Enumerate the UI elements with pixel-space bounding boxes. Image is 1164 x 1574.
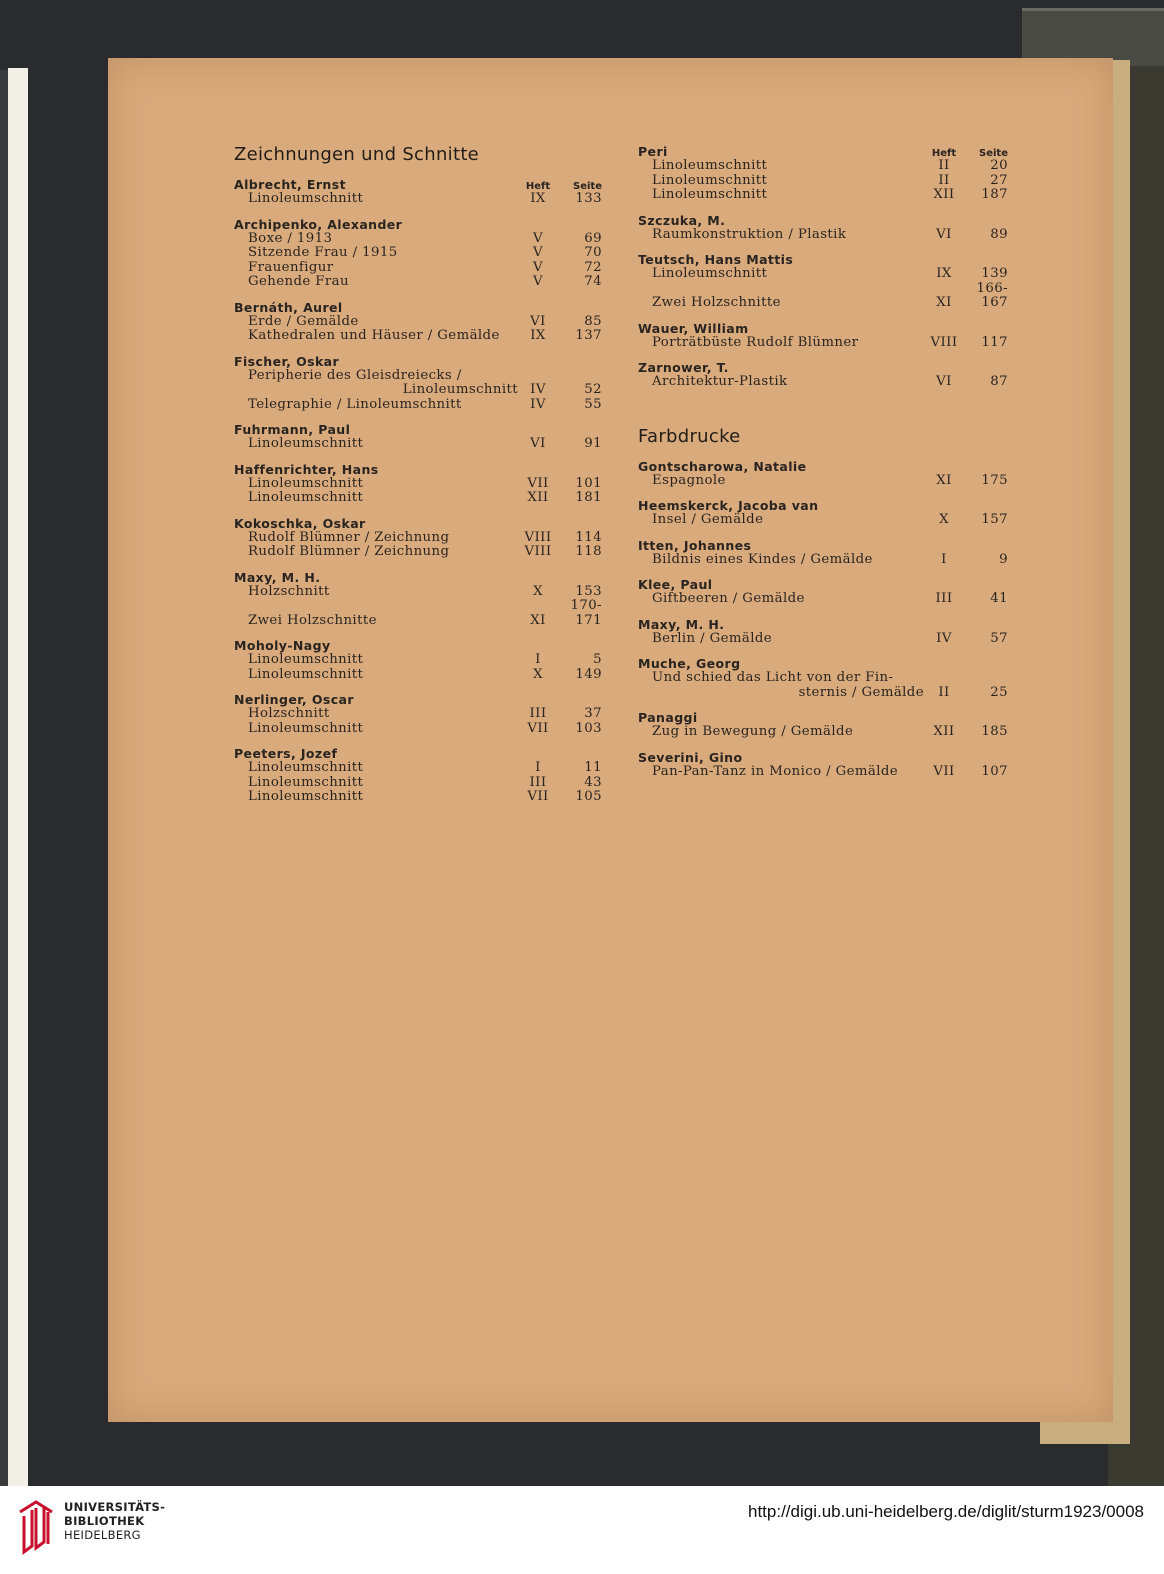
work-title bbox=[234, 761, 518, 776]
page-number: 139 bbox=[981, 266, 1008, 281]
page-number: 103 bbox=[575, 720, 602, 736]
page-number: 166-167 bbox=[976, 280, 1008, 310]
index-entry bbox=[638, 656, 1010, 700]
work-title-line: Linoleumschnitt bbox=[652, 266, 768, 281]
page-number: 114 bbox=[575, 529, 602, 545]
work-title bbox=[638, 474, 924, 489]
work-title-line: Holzschnitt bbox=[248, 583, 330, 599]
work-title bbox=[234, 668, 518, 683]
work-row bbox=[234, 275, 604, 290]
artist-name: Nerlinger, Oscar bbox=[234, 692, 354, 707]
work-title-line: Linoleumschnitt bbox=[652, 158, 768, 173]
work-title-line: Rudolf Blümner / Zeichnung bbox=[248, 529, 450, 545]
heft-number: VI bbox=[936, 226, 952, 242]
work-row bbox=[638, 671, 1010, 700]
page-number: 185 bbox=[981, 724, 1008, 739]
work-title-line: Pan-Pan-Tanz in Monico / Gemälde bbox=[652, 763, 899, 779]
page-number: 91 bbox=[584, 436, 602, 451]
page-number: 137 bbox=[575, 328, 602, 343]
heft-number: VI bbox=[936, 374, 952, 389]
work-title bbox=[234, 790, 518, 805]
artist-name: Zarnower, T. bbox=[638, 360, 729, 375]
artist-name: Bernáth, Aurel bbox=[234, 299, 343, 315]
work-row bbox=[234, 790, 604, 805]
heft-number: XII bbox=[933, 187, 955, 202]
work-row bbox=[638, 474, 1010, 489]
work-title-line: Porträtbüste Rudolf Blümner bbox=[652, 334, 859, 350]
work-title bbox=[638, 267, 924, 282]
page-number: 43 bbox=[584, 774, 602, 790]
heft-number: IV bbox=[936, 630, 952, 646]
page-number: 187 bbox=[981, 187, 1008, 202]
work-title bbox=[638, 765, 924, 780]
work-title bbox=[234, 722, 518, 737]
work-title bbox=[234, 531, 518, 546]
work-title-line: Linoleumschnitt bbox=[652, 172, 768, 188]
work-title bbox=[234, 246, 518, 261]
work-title bbox=[638, 513, 924, 528]
work-title-line: Architektur-Plastik bbox=[652, 374, 788, 389]
heft-number: III bbox=[529, 706, 547, 721]
left-entry-list bbox=[234, 177, 604, 805]
work-row bbox=[234, 477, 604, 492]
adjacent-page-edge bbox=[8, 68, 28, 1488]
logo-text-line2: BIBLIOTHEK bbox=[64, 1514, 145, 1528]
work-row bbox=[234, 531, 604, 546]
artist-name: Klee, Paul bbox=[638, 577, 713, 592]
heft-number: VIII bbox=[524, 529, 552, 545]
work-row bbox=[234, 437, 604, 452]
work-title bbox=[638, 296, 924, 311]
work-title bbox=[638, 174, 924, 189]
index-entry bbox=[638, 144, 1010, 203]
work-row bbox=[638, 188, 1010, 203]
work-row bbox=[234, 776, 604, 791]
work-title bbox=[234, 707, 518, 722]
library-logo-icon bbox=[16, 1498, 56, 1556]
index-entry bbox=[638, 360, 1010, 390]
work-row bbox=[234, 315, 604, 330]
work-title bbox=[638, 592, 924, 607]
column-header-heft: Heft bbox=[525, 181, 551, 192]
heft-number: V bbox=[532, 245, 543, 260]
index-entry bbox=[638, 321, 1010, 351]
page-number: 57 bbox=[990, 630, 1008, 646]
page-number: 20 bbox=[990, 158, 1008, 173]
work-title-line: Kathedralen und Häuser / Gemälde bbox=[248, 328, 500, 343]
farbdrucke-entry-list bbox=[638, 459, 1010, 780]
heft-number: XII bbox=[933, 724, 955, 739]
index-entry bbox=[638, 459, 1010, 489]
work-title-line: Holzschnitt bbox=[248, 706, 330, 721]
page-number: 55 bbox=[584, 396, 602, 412]
artist-name: Peeters, Jozef bbox=[234, 746, 338, 761]
work-row bbox=[638, 375, 1010, 390]
permalink-url[interactable]: http://digi.ub.uni-heidelberg.de/diglit/sturm1923/0008 bbox=[748, 1502, 1144, 1521]
work-row bbox=[234, 329, 604, 344]
work-row bbox=[638, 228, 1010, 243]
work-title bbox=[234, 398, 518, 413]
right-entry-list bbox=[638, 144, 1010, 390]
work-row bbox=[234, 398, 604, 413]
heft-number: I bbox=[941, 551, 947, 567]
work-title bbox=[234, 477, 518, 492]
work-title-line: Zwei Holzschnitte bbox=[652, 295, 781, 310]
artist-name: Peri bbox=[638, 144, 668, 159]
work-title bbox=[638, 671, 924, 700]
heft-number: X bbox=[533, 666, 543, 682]
work-title-line: Linoleumschnitt bbox=[248, 720, 364, 736]
page-number: 170-171 bbox=[570, 598, 602, 628]
work-title-line: Rudolf Blümner / Zeichnung bbox=[248, 544, 450, 559]
column-header-seite: Seite bbox=[573, 181, 602, 192]
artist-name: Severini, Gino bbox=[638, 749, 743, 765]
work-title-line: Zug in Bewegung / Gemälde bbox=[652, 724, 854, 739]
index-entry bbox=[638, 577, 1010, 607]
work-row bbox=[234, 369, 604, 398]
page-number: 181 bbox=[575, 490, 602, 505]
work-title-line: Bildnis eines Kindes / Gemälde bbox=[652, 551, 873, 567]
work-title-line: Linoleumschnitt bbox=[248, 760, 364, 775]
work-title-line: Linoleumschnitt bbox=[248, 666, 364, 682]
work-title bbox=[234, 437, 518, 452]
work-title bbox=[638, 553, 924, 568]
work-row bbox=[638, 553, 1010, 568]
index-entry bbox=[638, 498, 1010, 528]
artist-name: Gontscharowa, Natalie bbox=[638, 458, 807, 474]
heft-number: VII bbox=[527, 720, 549, 736]
page-number: 11 bbox=[584, 760, 602, 775]
heft-number: II bbox=[938, 684, 950, 700]
heft-number: XI bbox=[936, 295, 952, 310]
page-number: 5 bbox=[593, 652, 602, 667]
heft-number: XI bbox=[530, 612, 546, 628]
work-title-line: Linoleumschnitt bbox=[248, 789, 364, 804]
heft-number: VIII bbox=[930, 334, 958, 350]
work-row bbox=[234, 668, 604, 683]
work-row bbox=[638, 174, 1010, 189]
page-number: 107 bbox=[981, 763, 1008, 779]
heft-number: VI bbox=[530, 436, 546, 451]
work-title-line2: sternis / Gemälde bbox=[798, 684, 924, 700]
work-title bbox=[234, 545, 518, 560]
work-title bbox=[234, 776, 518, 791]
work-title bbox=[234, 275, 518, 290]
work-title-line: Telegraphie / Linoleumschnitt bbox=[248, 396, 462, 412]
work-title-line: Linoleumschnitt bbox=[248, 191, 364, 206]
index-entry bbox=[234, 746, 604, 805]
work-title-line: Erde / Gemälde bbox=[248, 313, 359, 329]
section-title: Zeichnungen und Schnitte bbox=[234, 144, 480, 165]
page-number: 37 bbox=[584, 706, 602, 721]
work-row bbox=[638, 765, 1010, 780]
work-title-line: Linoleumschnitt bbox=[248, 475, 364, 491]
heft-number: VII bbox=[527, 789, 549, 804]
index-entry bbox=[638, 213, 1010, 243]
work-row bbox=[234, 545, 604, 560]
work-title bbox=[638, 632, 924, 647]
page-number: 89 bbox=[990, 226, 1008, 242]
heft-number: III bbox=[529, 774, 547, 790]
page-number: 101 bbox=[575, 475, 602, 491]
heft-number: VI bbox=[530, 313, 546, 329]
work-row bbox=[234, 491, 604, 506]
work-row bbox=[234, 261, 604, 276]
work-title-line: Linoleumschnitt bbox=[248, 490, 364, 505]
artist-name: Itten, Johannes bbox=[638, 537, 752, 553]
work-title-line: Peripherie des Gleisdreiecks / bbox=[248, 367, 462, 383]
work-title bbox=[234, 614, 518, 629]
work-title bbox=[638, 375, 924, 390]
work-title-line: Und schied das Licht von der Fin- bbox=[652, 670, 894, 685]
work-title-line: Linoleumschnitt bbox=[248, 436, 364, 451]
work-title-line: Linoleumschnitt bbox=[652, 187, 768, 202]
index-entry bbox=[638, 750, 1010, 780]
work-title bbox=[234, 232, 518, 247]
heft-number: IX bbox=[530, 191, 546, 206]
index-entry bbox=[234, 516, 604, 560]
page-number: 105 bbox=[575, 789, 602, 804]
artist-name: Wauer, William bbox=[638, 320, 749, 336]
heft-number: XII bbox=[527, 490, 549, 505]
heft-number: VIII bbox=[524, 544, 552, 559]
heft-number: V bbox=[532, 259, 543, 275]
heft-number: VII bbox=[933, 763, 955, 779]
artist-name: Szczuka, M. bbox=[638, 212, 726, 228]
work-row bbox=[234, 599, 604, 628]
work-title-line: Boxe / 1913 bbox=[248, 230, 333, 246]
work-row bbox=[234, 585, 604, 600]
section-title-farbdrucke: Farbdrucke bbox=[638, 425, 741, 447]
column-header-heft: Heft bbox=[931, 148, 957, 159]
page-number: 133 bbox=[575, 191, 602, 206]
heft-number: II bbox=[938, 158, 950, 173]
work-title-line: Giftbeeren / Gemälde bbox=[652, 591, 805, 606]
page-number: 157 bbox=[981, 512, 1008, 527]
index-entry bbox=[638, 617, 1010, 647]
artist-name: Maxy, M. H. bbox=[638, 616, 725, 632]
work-row bbox=[638, 267, 1010, 282]
artist-name: Moholy-Nagy bbox=[234, 638, 331, 653]
index-entry bbox=[234, 354, 604, 413]
work-row bbox=[234, 192, 604, 207]
page-number: 175 bbox=[981, 472, 1008, 488]
page-number: 85 bbox=[584, 313, 602, 329]
heft-number: X bbox=[533, 583, 543, 599]
page-number: 25 bbox=[990, 684, 1008, 700]
work-row bbox=[638, 632, 1010, 647]
work-title bbox=[234, 369, 518, 398]
artist-name: Teutsch, Hans Mattis bbox=[638, 252, 794, 267]
page-number: 153 bbox=[575, 583, 602, 599]
work-title bbox=[234, 585, 518, 600]
work-row bbox=[234, 707, 604, 722]
work-title-line: Espagnole bbox=[652, 472, 726, 488]
page-number: 72 bbox=[584, 259, 602, 275]
logo-text-line3: HEIDELBERG bbox=[64, 1528, 141, 1542]
page-number: 70 bbox=[584, 245, 602, 260]
page-number: 74 bbox=[584, 274, 602, 289]
work-title-line: Insel / Gemälde bbox=[652, 512, 764, 527]
artist-name: Muche, Georg bbox=[638, 656, 741, 671]
page-number: 9 bbox=[999, 551, 1008, 567]
work-title-line: Linoleumschnitt bbox=[248, 774, 364, 790]
work-row bbox=[234, 246, 604, 261]
work-title-line: Linoleumschnitt bbox=[248, 652, 364, 667]
artist-name: Albrecht, Ernst bbox=[234, 177, 346, 192]
column-header-seite: Seite bbox=[979, 148, 1008, 159]
scanned-page bbox=[108, 58, 1113, 1422]
index-entry bbox=[234, 422, 604, 452]
work-title bbox=[234, 315, 518, 330]
work-row bbox=[234, 653, 604, 668]
page-number: 27 bbox=[990, 172, 1008, 188]
artist-name: Fischer, Oskar bbox=[234, 353, 340, 369]
artist-name: Heemskerck, Jacoba van bbox=[638, 498, 819, 513]
work-title bbox=[234, 653, 518, 668]
index-entry bbox=[234, 570, 604, 629]
artist-name: Panaggi bbox=[638, 710, 698, 725]
index-entry bbox=[638, 710, 1010, 740]
heft-number: IV bbox=[530, 382, 546, 397]
right-column bbox=[638, 144, 1010, 789]
work-title-line: Raumkonstruktion / Plastik bbox=[652, 226, 847, 242]
work-row bbox=[638, 725, 1010, 740]
artist-name: Haffenrichter, Hans bbox=[234, 461, 379, 477]
footer-bar bbox=[0, 1486, 1164, 1574]
index-entry bbox=[234, 638, 604, 682]
work-title bbox=[234, 329, 518, 344]
heft-number: V bbox=[532, 274, 543, 289]
page-number: 149 bbox=[575, 666, 602, 682]
work-title bbox=[638, 159, 924, 174]
work-title bbox=[638, 725, 924, 740]
work-title bbox=[234, 261, 518, 276]
artist-name: Archipenko, Alexander bbox=[234, 216, 403, 232]
heft-number: IX bbox=[530, 328, 546, 343]
index-entry bbox=[234, 462, 604, 506]
page-number: 117 bbox=[981, 334, 1008, 350]
heft-number: II bbox=[938, 172, 950, 188]
index-entry bbox=[638, 252, 1010, 311]
work-row bbox=[638, 336, 1010, 351]
work-row bbox=[638, 513, 1010, 528]
work-title-line: Berlin / Gemälde bbox=[652, 630, 773, 646]
work-title-line: Gehende Frau bbox=[248, 274, 349, 289]
page-number: 41 bbox=[990, 591, 1008, 606]
work-title bbox=[638, 336, 924, 351]
page-number: 87 bbox=[990, 374, 1008, 389]
artist-name: Fuhrmann, Paul bbox=[234, 422, 351, 437]
work-row bbox=[638, 159, 1010, 174]
page-number: 69 bbox=[584, 230, 602, 246]
work-title-line: Zwei Holzschnitte bbox=[248, 612, 377, 628]
work-title-line2: Linoleumschnitt bbox=[402, 382, 518, 397]
heft-number: I bbox=[535, 760, 541, 775]
work-title bbox=[234, 192, 518, 207]
heft-number: XI bbox=[936, 472, 952, 488]
page-number: 118 bbox=[575, 544, 602, 559]
work-title-line: Frauenfigur bbox=[248, 259, 334, 275]
artist-name: Kokoschka, Oskar bbox=[234, 515, 366, 531]
page-number: 52 bbox=[584, 382, 602, 397]
heft-number: VII bbox=[527, 475, 549, 491]
index-entry bbox=[234, 300, 604, 344]
work-row bbox=[234, 722, 604, 737]
logo-text-line1: UNIVERSITÄTS- bbox=[64, 1500, 166, 1514]
work-row bbox=[638, 592, 1010, 607]
work-row bbox=[638, 282, 1010, 311]
work-title bbox=[234, 491, 518, 506]
heft-number: I bbox=[535, 652, 541, 667]
heft-number: IX bbox=[936, 266, 952, 281]
heft-number: V bbox=[532, 230, 543, 246]
work-row bbox=[234, 232, 604, 247]
artist-name: Maxy, M. H. bbox=[234, 569, 321, 585]
index-entry bbox=[234, 692, 604, 736]
work-title-line: Sitzende Frau / 1915 bbox=[248, 245, 398, 260]
heft-number: III bbox=[935, 591, 953, 606]
heft-number: X bbox=[939, 512, 949, 527]
index-entry bbox=[638, 538, 1010, 568]
index-entry bbox=[234, 217, 604, 290]
work-title bbox=[638, 188, 924, 203]
work-row bbox=[234, 761, 604, 776]
index-entry bbox=[234, 177, 604, 207]
work-title bbox=[638, 228, 924, 243]
heft-number: IV bbox=[530, 396, 546, 412]
left-column bbox=[234, 144, 604, 815]
